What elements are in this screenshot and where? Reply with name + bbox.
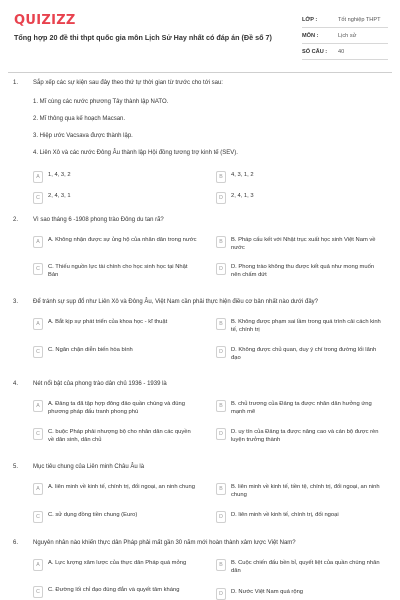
option-letter-box: B bbox=[216, 236, 226, 248]
statement: 4. Liên Xô và các nước Đông Âu thành lập Hội đồng tương trợ kinh tế (SEV). bbox=[33, 150, 238, 156]
question-number: 4. bbox=[13, 381, 19, 387]
option-text: C. Thiếu nguồn lực tài chính cho học sinh học tại Nhật Bản bbox=[48, 264, 188, 278]
option-letter-box: B bbox=[216, 318, 226, 330]
option-letter-box: B bbox=[216, 483, 226, 495]
option-letter-box: C bbox=[33, 263, 43, 275]
option-letter-box: C bbox=[33, 586, 43, 598]
option-text: 2, 4, 1, 3 bbox=[231, 193, 254, 199]
option-text: 2, 4, 3, 1 bbox=[48, 193, 71, 199]
option-text: D. uy tín của Đảng ta được nâng cao và cán bộ được rèn luyện trưởng thành bbox=[231, 429, 379, 443]
option-text: B. Pháp cấu kết với Nhật trục xuất học sinh Việt Nam về nước bbox=[231, 237, 376, 251]
question-text: Vì sao tháng 6 -1908 phong trào Đông du tan rã? bbox=[33, 217, 164, 223]
quizizz-logo: QUIZIZZ bbox=[14, 13, 76, 28]
question-number: 5. bbox=[13, 464, 19, 470]
question-text: Nguyên nhân nào khiến thực dân Pháp phải mất gần 30 năm mới hoàn thành xâm lược Việt Nam? bbox=[33, 540, 296, 546]
question-text: Mục tiêu chung của Liên minh Châu Âu là bbox=[33, 464, 145, 470]
option-letter-box: B bbox=[216, 171, 226, 183]
option-letter-box: D bbox=[216, 511, 226, 523]
question-text: Nét nổi bật của phong trào dân chủ 1936 - 1939 là bbox=[33, 381, 167, 387]
option-letter-box: A bbox=[33, 171, 43, 183]
option-text: A. liên minh về kinh tế, chính trị, đối ngoại, an ninh chung bbox=[48, 484, 195, 490]
document-header bbox=[0, 0, 400, 70]
header-divider bbox=[8, 72, 392, 73]
option-text: 4, 3, 1, 2 bbox=[231, 172, 254, 178]
option-letter-box: D bbox=[216, 588, 226, 600]
option-text: B. Cuộc chiến đấu bền bỉ, quyết liệt của quần chúng nhân dân bbox=[231, 560, 380, 574]
option-letter-box: A bbox=[33, 318, 43, 330]
info-label: LỚP : bbox=[302, 17, 318, 23]
info-label: MÔN : bbox=[302, 33, 319, 39]
info-label: SỐ CÂU : bbox=[302, 49, 328, 55]
info-value: Tốt nghiệp THPT bbox=[338, 17, 381, 23]
option-text: A. Đảng ta đã tập hợp đông đảo quần chúng và đúng phương pháp đấu tranh phong phú bbox=[48, 401, 185, 415]
option-letter-box: C bbox=[33, 346, 43, 358]
option-letter-box: A bbox=[33, 559, 43, 571]
question-text: Để tránh sự sụp đổ như Liên Xô và Đông Âu, Việt Nam cần phải thực hiện điều cơ bản nhất nào dưới đây? bbox=[33, 299, 318, 305]
option-text: C. Ngăn chặn diễn biến hòa bình bbox=[48, 347, 133, 353]
page-title: Tổng hợp 20 đề thi thpt quốc gia môn Lịch Sử Hay nhất có đáp án (Đề số 7) bbox=[14, 33, 272, 42]
option-text: A. Lực lượng xâm lược của thực dân Pháp quá mỏng bbox=[48, 560, 187, 566]
option-text: A. Không nhận được sự ủng hộ của nhân dân trong nước bbox=[48, 237, 197, 243]
option-text: B. chủ trương của Đảng ta được nhân dân hưởng ứng mạnh mẽ bbox=[231, 401, 372, 415]
option-text: B. Không được phạm sai lầm trong quá trình cải cách kinh tế, chính trị bbox=[231, 319, 381, 333]
info-value: Lịch sử bbox=[338, 33, 357, 39]
statement: 3. Hiệp ước Vacsava được thành lập. bbox=[33, 133, 133, 139]
question-number: 2. bbox=[13, 217, 19, 223]
option-text: D. Không được chủ quan, duy ý chí trong đường lối lãnh đạo bbox=[231, 347, 377, 361]
option-letter-box: D bbox=[216, 346, 226, 358]
option-letter-box: D bbox=[216, 192, 226, 204]
option-text: 1, 4, 3, 2 bbox=[48, 172, 71, 178]
question-text: Sắp xếp các sự kiện sau đây theo thứ tự thời gian từ trước cho tới sau: bbox=[33, 80, 223, 86]
option-letter-box: B bbox=[216, 559, 226, 571]
option-text: D. liên minh về kinh tế, chính trị, đối ngoại bbox=[231, 512, 339, 518]
info-row-class bbox=[302, 12, 388, 28]
info-value: 40 bbox=[338, 49, 345, 55]
statement: 1. Mĩ cùng các nước phương Tây thành lập NATO. bbox=[33, 99, 169, 105]
info-row-count bbox=[302, 44, 388, 60]
option-text: C. buộc Pháp phải nhượng bộ cho nhân dân các quyền về dân sinh, dân chủ bbox=[48, 429, 191, 443]
info-row-subject bbox=[302, 28, 388, 44]
option-letter-box: B bbox=[216, 400, 226, 412]
option-letter-box: C bbox=[33, 511, 43, 523]
option-letter-box: A bbox=[33, 483, 43, 495]
option-letter-box: D bbox=[216, 263, 226, 275]
option-letter-box: A bbox=[33, 236, 43, 248]
option-text: A. Bắt kịp sự phát triển của khoa học - kĩ thuật bbox=[48, 319, 168, 325]
statement: 2. Mĩ thông qua kế hoạch Macsan. bbox=[33, 116, 126, 122]
option-letter-box: D bbox=[216, 428, 226, 440]
option-text: C. sử dụng đồng tiền chung (Euro) bbox=[48, 512, 138, 518]
info-table bbox=[302, 12, 388, 60]
option-text: D. Nước Việt Nam quá rộng bbox=[231, 589, 304, 595]
option-letter-box: C bbox=[33, 192, 43, 204]
question-number: 1. bbox=[13, 80, 19, 86]
option-text: C. Đường lối chỉ đạo đúng đắn và quyết tâm kháng bbox=[48, 587, 180, 593]
question-number: 3. bbox=[13, 299, 19, 305]
option-text: D. Phong trào không thu được kết quả như mong muốn nên chấm dứt bbox=[231, 264, 375, 278]
question-number: 6. bbox=[13, 540, 19, 546]
option-text: B. liên minh về kinh tế, tiền tệ, chính trị, đối ngoại, an ninh chung bbox=[231, 484, 380, 498]
option-letter-box: A bbox=[33, 400, 43, 412]
option-letter-box: C bbox=[33, 428, 43, 440]
